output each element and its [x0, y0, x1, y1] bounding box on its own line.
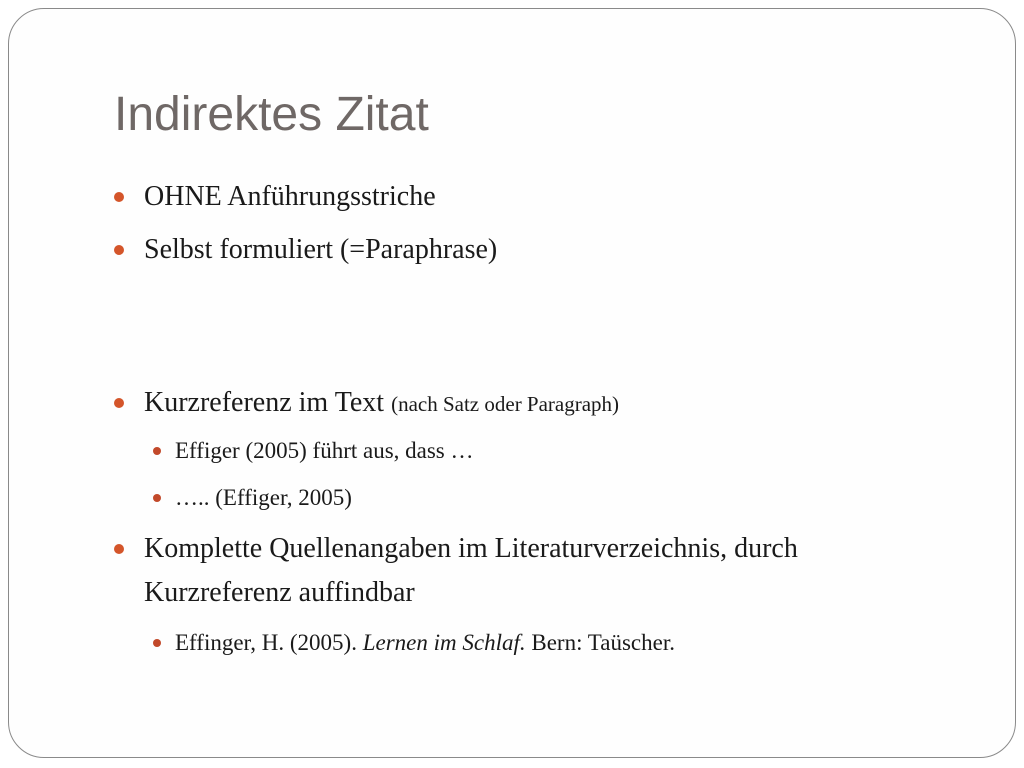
- bullet-text: Selbst formuliert (=Paraphrase): [144, 234, 498, 265]
- bullet-text: Kurzreferenz im Text: [144, 387, 385, 418]
- citation-title: Lernen im Schlaf.: [362, 630, 526, 655]
- bullet-text-wrapper: [144, 381, 619, 426]
- bullet-text: OHNE Anführungsstriche: [144, 181, 436, 212]
- citation-author-year: Effinger, H. (2005).: [175, 630, 363, 655]
- bullet-dot-icon: [153, 639, 161, 647]
- subbullet-effiger-2005: [153, 476, 352, 520]
- citation-publisher: Bern: Taüscher.: [525, 630, 675, 655]
- bullet-text: Effiger (2005) führt aus, dass …: [175, 438, 474, 463]
- bullet-kurzreferenz: [114, 381, 619, 426]
- subbullet-effinger-citation: [153, 621, 675, 665]
- bullet-dot-icon: [153, 494, 161, 502]
- bullet-selbst-formuliert: [114, 228, 497, 272]
- slide-title: Indirektes Zitat: [114, 88, 429, 141]
- bullet-text-line2: Kurzreferenz auffindbar: [144, 577, 415, 608]
- bullet-dot-icon: [114, 192, 124, 202]
- bullet-dot-icon: [114, 245, 124, 255]
- bullet-note: (nach Satz oder Paragraph): [391, 392, 620, 416]
- subbullet-effiger-fuehrt-aus: [153, 429, 474, 473]
- bullet-text-line1: Komplette Quellenangaben im Literaturverzeichnis, durch: [144, 533, 798, 564]
- bullet-dot-icon: [114, 398, 124, 408]
- bullet-dot-icon: [153, 447, 161, 455]
- bullet-ohne-anfuehrungsstriche: [114, 175, 436, 219]
- bullet-dot-icon: [114, 544, 124, 554]
- bullet-text: ….. (Effiger, 2005): [175, 485, 352, 510]
- slide: [8, 8, 1016, 758]
- bullet-komplette-quellenangaben: [114, 527, 798, 615]
- citation-text: [175, 621, 675, 665]
